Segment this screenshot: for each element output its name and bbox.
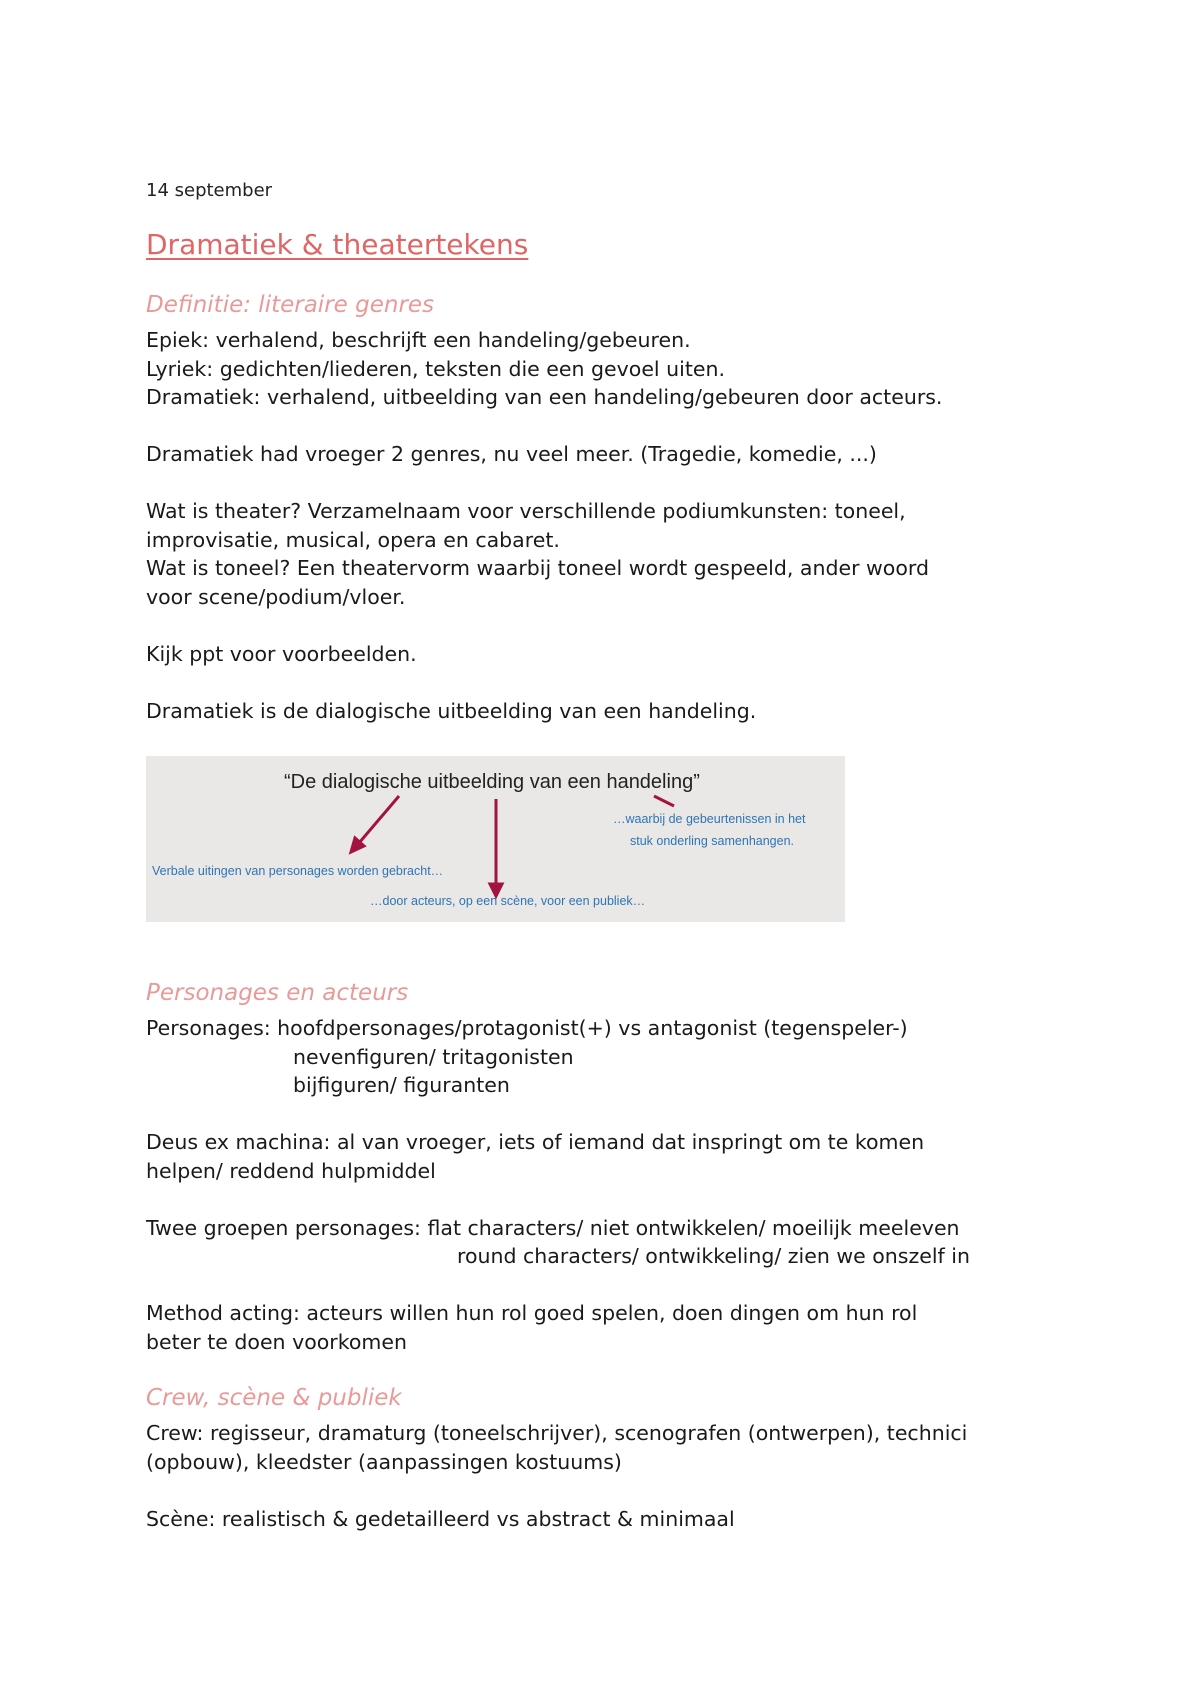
text-line: Deus ex machina: al van vroeger, iets of iemand dat inspringt om te komen — [146, 1130, 925, 1154]
text-line: Epiek: verhalend, beschrijft een handeling/gebeuren. — [146, 328, 691, 352]
document-date: 14 september — [146, 180, 273, 201]
text-line: Method acting: acteurs willen hun rol goed spelen, doen dingen om hun rol — [146, 1301, 918, 1325]
text-line: Personages: hoofdpersonages/protagonist(+) vs antagonist (tegenspeler-) — [146, 1016, 908, 1040]
text-line: round characters/ ontwikkeling/ zien we onszelf in — [457, 1244, 970, 1268]
text-line: (opbouw), kleedster (aanpassingen kostuums) — [146, 1449, 622, 1474]
text-line: bijfiguren/ figuranten — [293, 1073, 510, 1097]
text-line: beter te doen voorkomen — [146, 1329, 407, 1354]
text-line: improvisatie, musical, opera en cabaret. — [146, 527, 560, 552]
page-title: Dramatiek & theatertekens — [146, 228, 529, 261]
text-line: helpen/ reddend hulpmiddel — [146, 1158, 436, 1183]
section-crew-body — [146, 1419, 967, 1533]
section-personages-body — [146, 1014, 970, 1356]
text-line: Wat is theater? Verzamelnaam voor verschillende podiumkunsten: toneel, — [146, 499, 906, 523]
text-line: Crew: regisseur, dramaturg (toneelschrijver), scenografen (ontwerpen), technici — [146, 1421, 968, 1445]
slide-note-left: Verbale uitingen van personages worden gebracht… — [152, 864, 444, 878]
text-line: Twee groepen personages: flat characters/ niet ontwikkelen/ moeilijk meeleven — [146, 1215, 960, 1240]
text-line: Kijk ppt voor voorbeelden. — [146, 641, 417, 666]
slide-note-right-2: stuk onderling samenhangen. — [630, 834, 795, 848]
section-heading-crew: Crew, scène & publiek — [146, 1385, 402, 1411]
section-heading-personages: Personages en acteurs — [146, 980, 409, 1006]
text-line: voor scene/podium/vloer. — [146, 584, 406, 609]
text-line: Lyriek: gedichten/liederen, teksten die een gevoel uiten. — [146, 356, 725, 381]
text-line: Scène: realistisch & gedetailleerd vs abstract & minimaal — [146, 1506, 735, 1531]
text-line: Dramatiek had vroeger 2 genres, nu veel meer. (Tragedie, komedie, ...) — [146, 442, 877, 466]
section-heading-genres: Definitie: literaire genres — [146, 292, 435, 318]
slide-note-bottom: …door acteurs, op een scène, voor een publiek… — [370, 894, 646, 908]
slide-image — [146, 756, 845, 922]
text-line: Dramatiek is de dialogische uitbeelding van een handeling. — [146, 698, 757, 723]
slide-title: “De dialogische uitbeelding van een handeling” — [284, 771, 700, 793]
text-line: Wat is toneel? Een theatervorm waarbij toneel wordt gespeeld, ander woord — [146, 556, 929, 580]
text-line: Dramatiek: verhalend, uitbeelding van een handeling/gebeuren door acteurs. — [146, 385, 943, 409]
arrow-right — [654, 796, 674, 806]
arrow-left — [359, 796, 399, 843]
text-line: nevenfiguren/ tritagonisten — [293, 1044, 574, 1069]
section-genres-body — [146, 326, 942, 725]
slide-note-right-1: …waarbij de gebeurtenissen in het — [613, 812, 806, 826]
